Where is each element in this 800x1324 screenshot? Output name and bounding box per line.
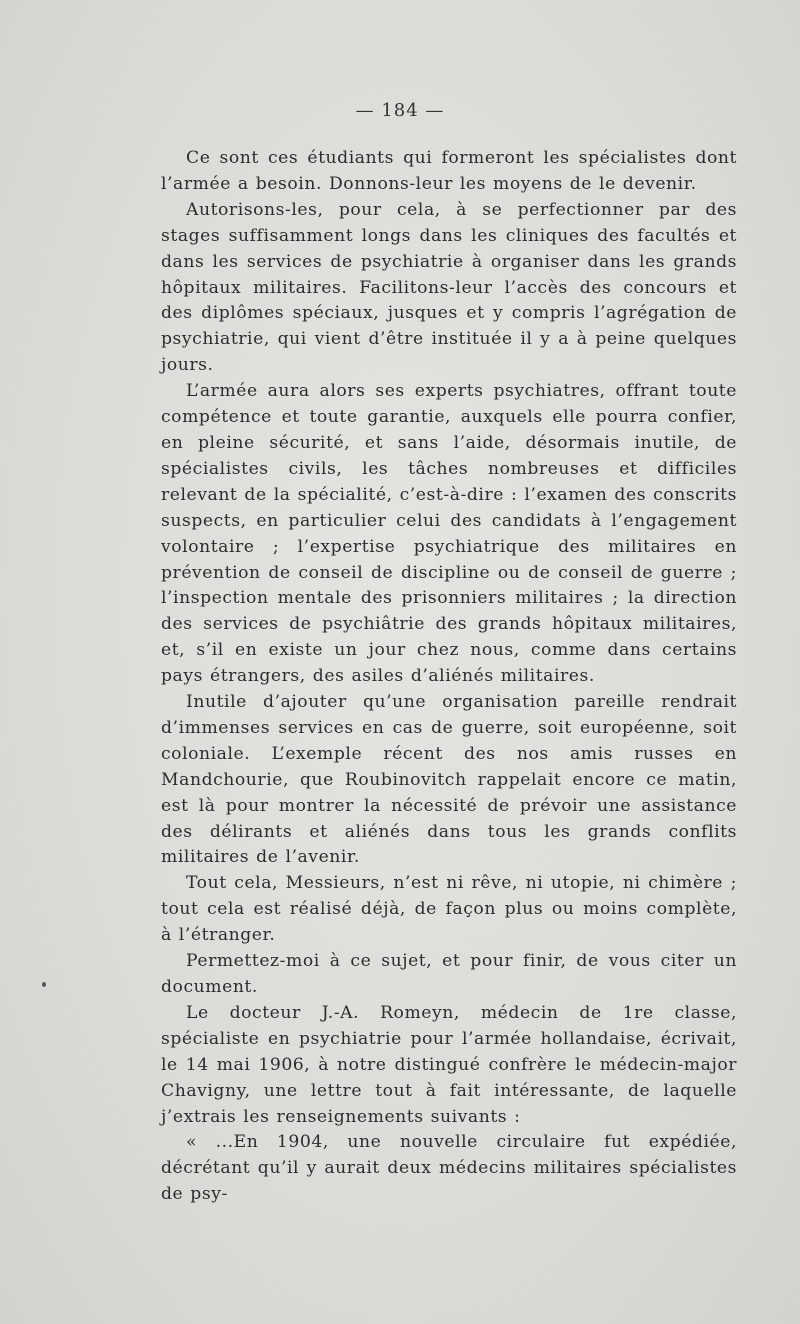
page-number: — 184 — xyxy=(355,100,445,121)
paragraph: Ce sont ces étudiants qui formeront les spécialistes dont l’armée a besoin. Donnons-leur les moyens de le devenir. xyxy=(161,148,737,194)
paragraph: « ...En 1904, une nouvelle circulaire fut expédiée, décrétant qu’il y aurait deux médecins militaires spécialistes de psy- xyxy=(161,1132,737,1205)
paragraph: L’armée aura alors ses experts psychiatres, offrant toute compétence et toute garantie, auxquels elle pourra confier, en pleine sécurité, et sans l’aide, désormais inutile, de spécialistes civils, les tâches nombreuses et difficiles relevant de la spécialité, c’est-à-dire : l’examen des conscrits suspects, en particulier celui des candidats à l’engagement volontaire ; l’expertise psychiatrique des militaires en prévention de conseil de discipline ou de conseil de guerre ; l’inspection mentale des prisonniers militaires ; la direction des services de psychiâtrie des grands hôpitaux militaires, et, s’il en existe un jour chez nous, comme dans certains pays étrangers, des asiles d’aliénés militaires. xyxy=(161,381,737,687)
paragraph: Permettez-moi à ce sujet, et pour finir, de vous citer un document. xyxy=(161,951,737,997)
ink-speck xyxy=(42,982,46,987)
body-text xyxy=(161,146,737,1208)
paragraph: Tout cela, Messieurs, n’est ni rêve, ni utopie, ni chimère ; tout cela est réalisé déjà, de façon plus ou moins complète, à l’étranger. xyxy=(161,873,737,946)
paragraph: Inutile d’ajouter qu’une organisation pareille rendrait d’immenses services en cas de guerre, soit européenne, soit coloniale. L’exemple récent des nos amis russes en Mandchourie, que Roubinovitch rappelait encore ce matin, est là pour montrer la nécessité de prévoir une assistance des délirants et aliénés dans tous les grands conflits militaires de l’avenir. xyxy=(161,692,737,868)
paragraph: Autorisons-les, pour cela, à se perfectionner par des stages suffisamment longs dans les cliniques des facultés et dans les services de psychiatrie à organiser dans les grands hôpitaux militaires. Facilitons-leur l’accès des concours et des diplômes spéciaux, jusques et y compris l’agrégation de psychiatrie, qui vient d’être instituée il y a à peine quelques jours. xyxy=(161,199,737,376)
paragraph: Le docteur J.-A. Romeyn, médecin de 1re classe, spécialiste en psychiatrie pour l’armée hollandaise, écrivait, le 14 mai 1906, à notre distingué confrère le médecin-major Chavigny, une lettre tout à fait intéressante, de laquelle j’extrais les renseignements suivants : xyxy=(161,1002,737,1127)
